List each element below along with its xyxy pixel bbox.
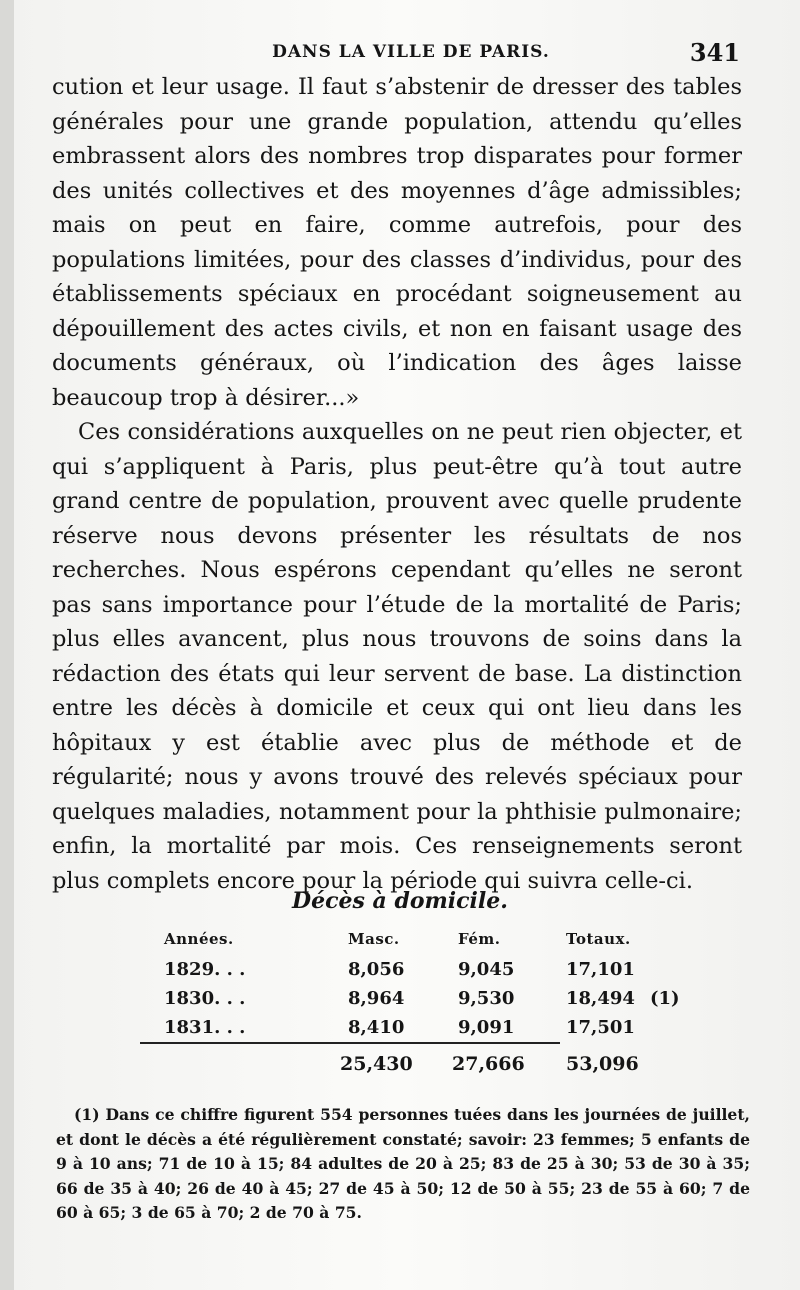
header-total: Totaux. bbox=[566, 930, 631, 948]
header-masc: Masc. bbox=[348, 930, 400, 948]
cell-fem: 9,091 bbox=[458, 1017, 515, 1038]
cell-fem: 9,045 bbox=[458, 959, 515, 980]
header-fem: Fém. bbox=[458, 930, 501, 948]
header-year: Années. bbox=[164, 930, 234, 948]
table-row bbox=[150, 959, 710, 988]
cell-masc: 8,964 bbox=[348, 988, 405, 1009]
page-number: 341 bbox=[689, 37, 740, 67]
cell-year: 1830. . . bbox=[164, 988, 246, 1009]
cell-year: 1829. . . bbox=[164, 959, 246, 980]
page-header bbox=[54, 34, 740, 70]
table-row bbox=[150, 988, 710, 1017]
total-masc: 25,430 bbox=[340, 1053, 413, 1075]
footnote: (1) Dans ce chiffre figurent 554 personnes tuées dans les journées de juillet, et dont le décès a été régulièrement constaté; savoir: 23 femmes; 5 enfants de 9 à 10 ans; 71 de 10 à 15; 84 adultes de 20 à 25; 83 de 25 à 30; 53 de 30 à 35; 66 de 35 à 40; 26 de 40 à 45; 27 de 45 à 50; 12 de 50 à 55; 23 de 55 à 60; 7 de 60 à 65; 3 de 65 à 70; 2 de 70 à 75. bbox=[56, 1105, 750, 1223]
cell-fem: 9,530 bbox=[458, 988, 515, 1009]
deaths-table bbox=[150, 930, 710, 1046]
total-fem: 27,666 bbox=[452, 1053, 525, 1075]
cell-total: 18,494 bbox=[566, 988, 635, 1009]
footnote-marker: (1) bbox=[650, 988, 680, 1009]
cell-masc: 8,056 bbox=[348, 959, 405, 980]
cell-masc: 8,410 bbox=[348, 1017, 405, 1038]
table-title: Décès à domicile. bbox=[292, 888, 508, 914]
scan-edge bbox=[0, 0, 14, 1290]
cell-total: 17,501 bbox=[566, 1017, 635, 1038]
paragraph-continuation: cution et leur usage. Il faut s’abstenir de dresser des tables générales pour une grande population, attendu qu’elles embrassent alors des nombres trop disparates pour former des unités collectives et des moyennes d’âge admissibles; mais on peut en faire, comme autrefois, pour des populations limitées, pour des classes d’individus, pour des établissements spéciaux en procédant soigneusement au dépouillement des actes civils, et non en faisant usage des documents généraux, où l’indication des âges laisse beaucoup trop à désirer...» bbox=[52, 74, 742, 411]
table-totals-row bbox=[150, 1053, 710, 1082]
cell-year: 1831. . . bbox=[164, 1017, 246, 1038]
cell-total: 17,101 bbox=[566, 959, 635, 980]
running-head: DANS LA VILLE DE PARIS. bbox=[272, 42, 550, 62]
table-header-row bbox=[150, 930, 710, 959]
sum-rule bbox=[140, 1042, 560, 1044]
paragraph-considerations: Ces considérations auxquelles on ne peut rien objecter, et qui s’appliquent à Paris, plus peut-être qu’à tout autre grand centre de population, prouvent avec quelle prudente réserve nous devons présenter les résultats de nos recherches. Nous espérons cependant qu’elles ne seront pas sans importance pour l’étude de la mortalité de Paris; plus elles avancent, plus nous trouvons de soins dans la rédaction des états qui leur servent de base. La distinction entre les décès à domicile et ceux qui ont lieu dans les hôpitaux y est établie avec plus de méthode et de régularité; nous y avons trouvé des relevés spéciaux pour quelques maladies, notamment pour la phthisie pulmonaire; enfin, la mortalité par mois. Ces renseignements seront plus complets encore pour la période qui suivra celle-ci. bbox=[52, 419, 742, 894]
total-all: 53,096 bbox=[566, 1053, 639, 1075]
body-text bbox=[52, 70, 742, 898]
